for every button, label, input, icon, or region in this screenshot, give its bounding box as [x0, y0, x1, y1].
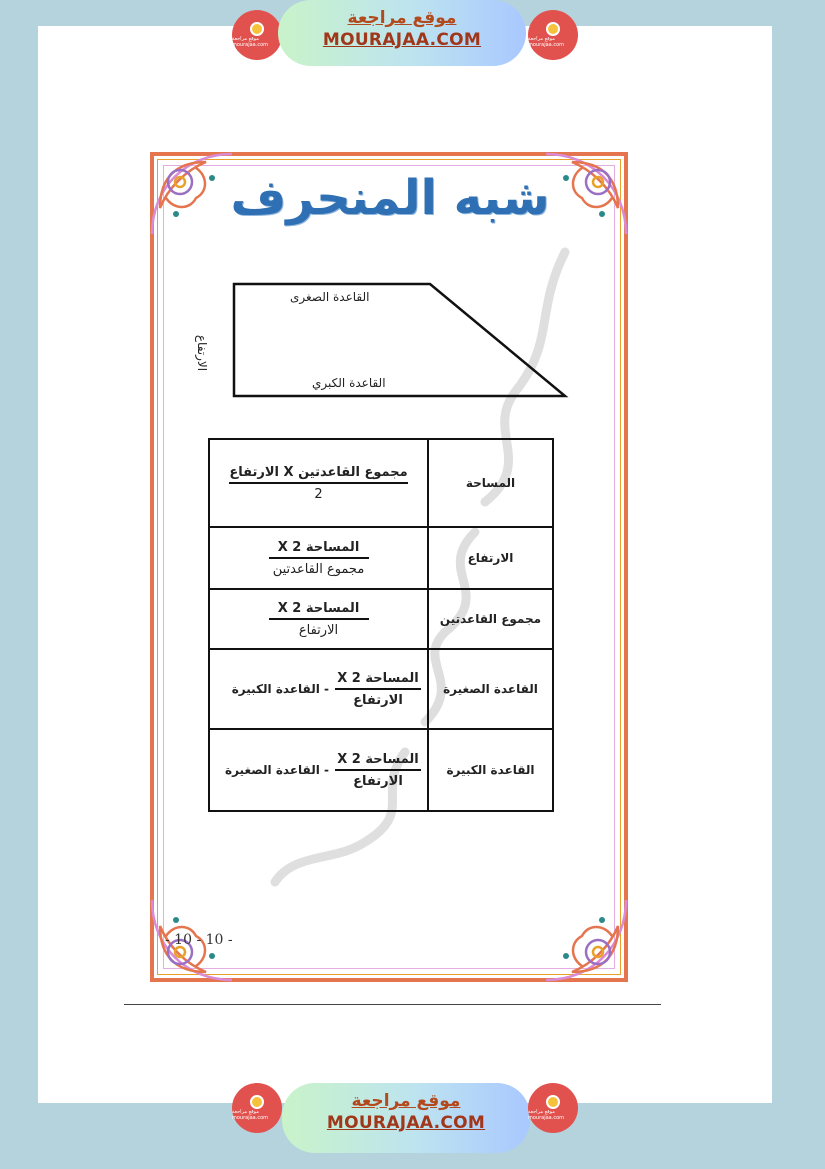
numerator: المساحة X 2	[269, 540, 369, 559]
denominator: 2	[314, 486, 323, 502]
denominator: مجموع القاعدتين	[272, 561, 365, 577]
formula-cell	[209, 729, 428, 811]
subtracted-term: - القاعدة الصغيرة	[225, 763, 329, 777]
logo-emblem-icon	[250, 1095, 264, 1109]
fraction	[335, 752, 421, 789]
quantity-name: القاعدة الكبيرة	[428, 729, 553, 811]
fraction	[216, 601, 421, 638]
fraction	[335, 671, 421, 708]
numerator: المساحة X 2	[335, 671, 421, 690]
quantity-name: القاعدة الصغيرة	[428, 649, 553, 729]
trapezoid-diagram	[205, 276, 577, 408]
denominator: الارتفاع	[353, 692, 403, 708]
logo-emblem-icon	[250, 22, 264, 36]
formula-cell	[209, 439, 428, 527]
formula-line	[216, 671, 421, 708]
fraction	[216, 465, 421, 502]
formula-cell	[209, 589, 428, 649]
subtracted-term: - القاعدة الكبيرة	[231, 682, 329, 696]
denominator: الارتفاع	[298, 622, 339, 638]
quantity-name: المساحة	[428, 439, 553, 527]
label-height: الارتفاع	[195, 334, 210, 372]
logo-emblem-icon	[546, 1095, 560, 1109]
site-banner-top[interactable]	[278, 0, 526, 66]
quantity-name: الارتفاع	[428, 527, 553, 589]
trapezoid-shape	[234, 284, 565, 396]
numerator: المساحة X 2	[335, 752, 421, 771]
formula-line	[216, 752, 421, 789]
site-logo-left[interactable]	[232, 1083, 282, 1133]
numerator: مجموع القاعدتين X الارتفاع	[229, 465, 407, 484]
formula-cell	[209, 527, 428, 589]
site-name-arabic[interactable]: موقع مراجعة	[351, 1091, 461, 1111]
table-row	[209, 649, 553, 729]
table-row	[209, 439, 553, 527]
numerator: المساحة X 2	[269, 601, 369, 620]
logo-emblem-icon	[546, 22, 560, 36]
site-logo-right[interactable]	[528, 1083, 578, 1133]
logo-text: موقع مراجعة mourajaa.com	[232, 36, 269, 48]
site-logo-right[interactable]	[528, 10, 578, 60]
site-name-english[interactable]: MOURAJAA.COM	[322, 30, 482, 50]
divider-line	[124, 1004, 661, 1005]
table-row	[209, 729, 553, 811]
site-banner-bottom[interactable]	[282, 1083, 530, 1153]
denominator: الارتفاع	[353, 773, 403, 789]
label-large-base: القاعدة الكبري	[312, 376, 386, 390]
site-logo-left[interactable]	[232, 10, 282, 60]
fraction	[216, 540, 421, 577]
logo-text: موقع مراجعة mourajaa.com	[232, 1109, 269, 1121]
site-name-arabic[interactable]: موقع مراجعة	[347, 8, 457, 28]
logo-text: موقع مراجعة mourajaa.com	[528, 1109, 565, 1121]
page-number: - 10 - 10 -	[165, 932, 233, 948]
quantity-name: مجموع القاعدتين	[428, 589, 553, 649]
page-title: شبه المنحرف	[230, 170, 550, 226]
site-name-english[interactable]: MOURAJAA.COM	[326, 1113, 486, 1133]
logo-text: موقع مراجعة mourajaa.com	[528, 36, 565, 48]
formula-table	[208, 438, 554, 812]
formula-cell	[209, 649, 428, 729]
corner-ornament-icon	[540, 894, 632, 986]
table-row	[209, 527, 553, 589]
table-row	[209, 589, 553, 649]
label-small-base: القاعدة الصغرى	[290, 290, 370, 304]
